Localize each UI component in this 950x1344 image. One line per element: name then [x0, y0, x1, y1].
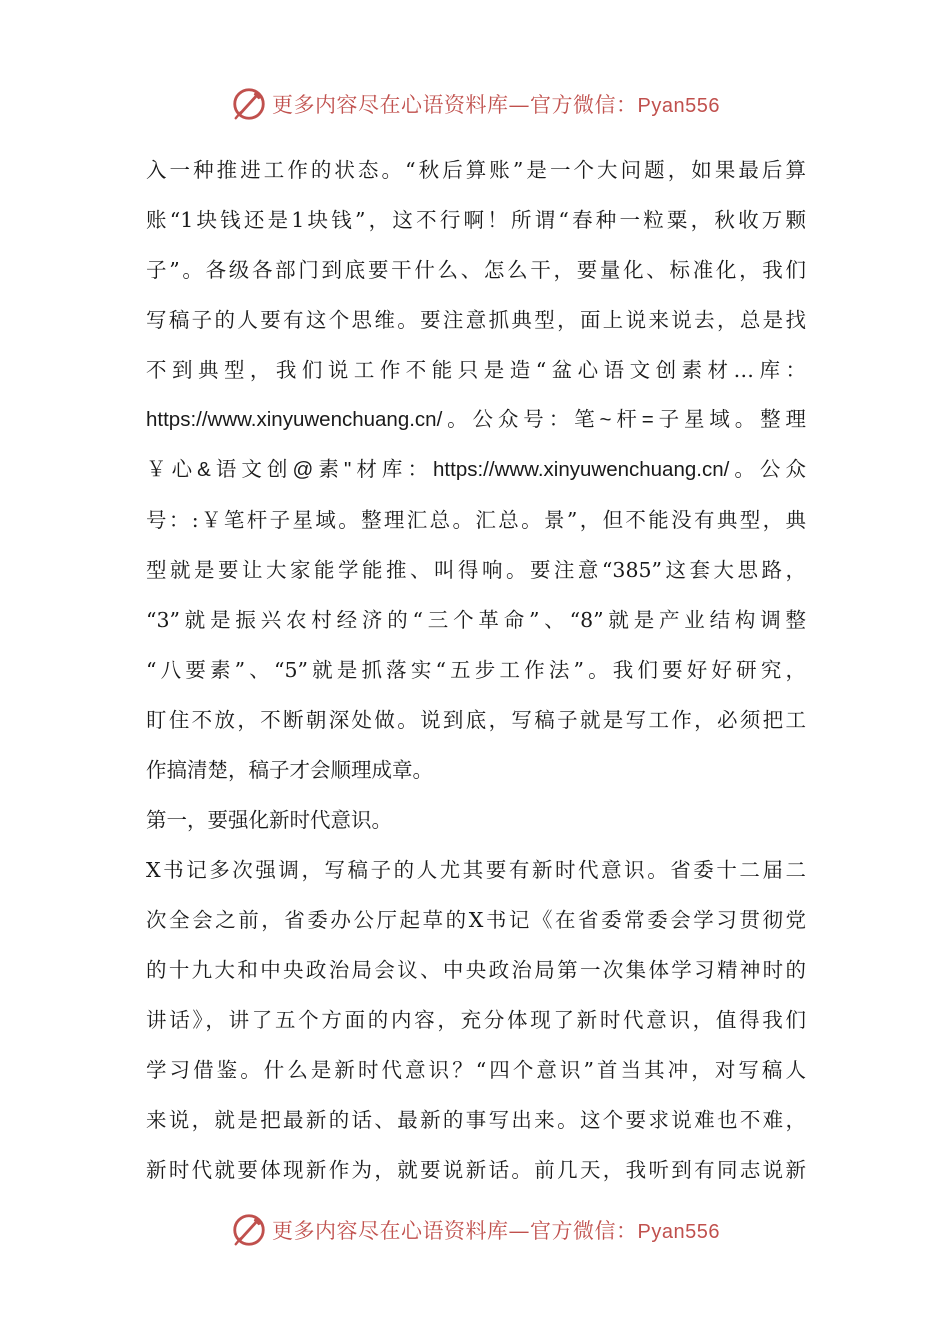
body-line: 入一种推进工作的状态。“秋后算账”是一个大问题，如果最后算 [146, 158, 806, 182]
body-line: ￥心&语文创@素"材库：https://www.xinyuwenchuang.cn/。公众 [146, 458, 806, 481]
body-line: 账“1块钱还是1块钱”，这不行啊！所谓“春种一粒粟，秋收万颗 [146, 208, 806, 232]
section-heading: 第一，要强化新时代意识。 [146, 808, 392, 832]
body-line: 写稿子的人要有这个思维。要注意抓典型，面上说来说去，总是找 [146, 308, 806, 332]
body-line: 盯住不放，不断朝深处做。说到底，写稿子就是写工作，必须把工 [146, 708, 806, 732]
footer-banner [0, 1208, 950, 1252]
body-line: 学习借鉴。什么是新时代意识？“四个意识”首当其冲，对写稿人 [146, 1058, 806, 1082]
body-line: 不到典型，我们说工作不能只是造“盆心语文创素材…库： [146, 358, 806, 382]
body-line: 次全会之前，省委办公厅起草的X书记《在省委常委会学习贯彻党 [146, 908, 806, 932]
body-line: “八要素”、“5”就是抓落实“五步工作法”。我们要好好研究， [146, 658, 806, 682]
body-line: 作搞清楚，稿子才会顺理成章。 [146, 758, 433, 782]
body-line: “3”就是振兴农村经济的“三个革命”、“8”就是产业结构调整 [146, 608, 806, 632]
body-line: 新时代就要体现新作为，就要说新话。前几天，我听到有同志说新 [146, 1158, 806, 1182]
footer-wechat-id: Pyan556 [637, 1221, 720, 1243]
pen-logo-icon [230, 85, 268, 123]
body-line: 型就是要让大家能学能推、叫得响。要注意“385”这套大思路， [146, 558, 806, 582]
body-line: 的十九大和中央政治局会议、中央政治局第一次集体学习精神时的 [146, 958, 806, 982]
footer-banner-text: 更多内容尽在心语资料库—官方微信：Pyan556 [272, 1219, 720, 1243]
body-line: 来说，就是把最新的话、最新的事写出来。这个要求说难也不难， [146, 1108, 806, 1132]
body-line: 号：:￥笔杆子星域。整理汇总。汇总。景”，但不能没有典型，典 [146, 508, 806, 532]
header-banner-text: 更多内容尽在心语资料库—官方微信：Pyan556 [272, 93, 720, 117]
body-line: X书记多次强调，写稿子的人尤其要有新时代意识。省委十二届二 [146, 858, 806, 882]
header-banner [0, 82, 950, 126]
pen-logo-icon [230, 1211, 268, 1249]
body-line: 讲话》，讲了五个方面的内容，充分体现了新时代意识，值得我们 [146, 1008, 806, 1032]
document-body [146, 148, 806, 1198]
header-wechat-id: Pyan556 [637, 95, 720, 117]
body-line: https://www.xinyuwenchuang.cn/。公众号：笔~杆=子星域。整理 [146, 408, 806, 431]
body-line: 子”。各级各部门到底要干什么、怎么干，要量化、标准化，我们 [146, 258, 806, 282]
